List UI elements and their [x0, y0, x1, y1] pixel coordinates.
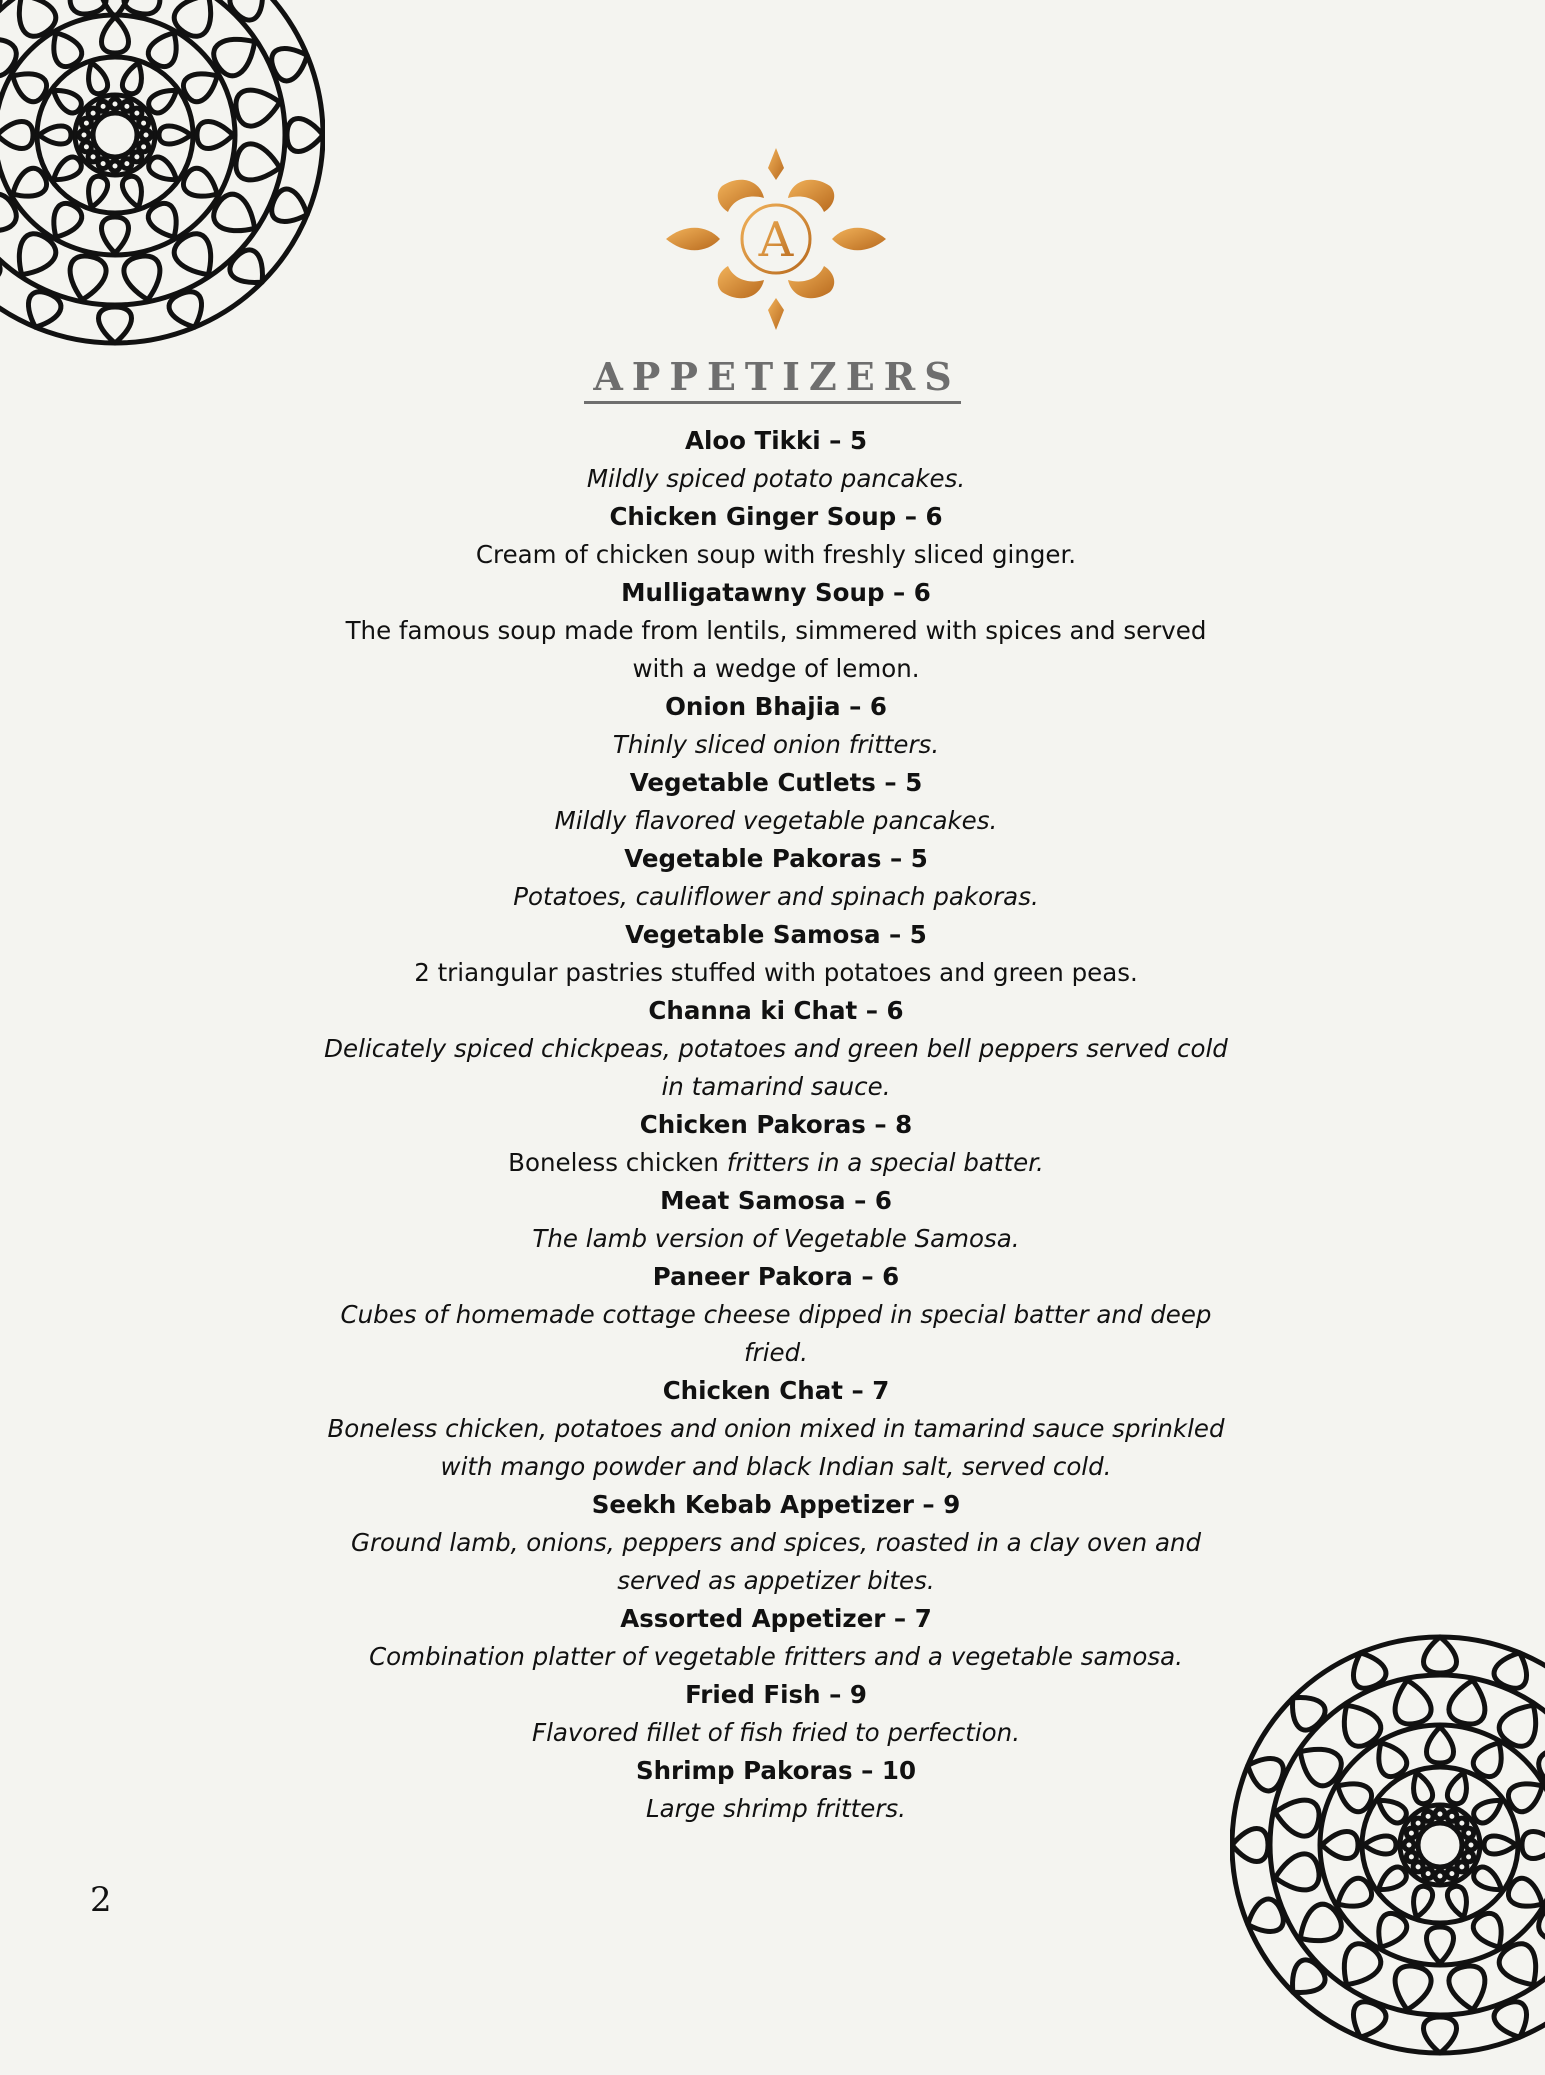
mandala-petal	[1424, 1637, 1457, 1673]
mandala-petal	[1322, 1832, 1358, 1859]
mandala-petal	[1390, 1677, 1434, 1727]
mandala-ornament-bottom-right	[1230, 1615, 1545, 2075]
menu-item-description: Thinly sliced onion fritters.	[612, 730, 940, 759]
mandala-petal	[1272, 1852, 1322, 1896]
menu-item-description: Delicately spiced chickpeas, potatoes and green bell peppers served cold in tamarind sauce.	[324, 1034, 1228, 1101]
menu-item-name: Fried Fish – 9	[685, 1680, 867, 1709]
menu-item-description-plain: Boneless chicken	[508, 1148, 727, 1177]
mandala-petal	[1281, 1955, 1330, 2004]
menu-item-description: Mildly spiced potato pancakes.	[586, 464, 966, 493]
mandala-petal	[1232, 1829, 1268, 1862]
mandala-petal	[1427, 1727, 1454, 1763]
mandala-dot	[1406, 1852, 1416, 1862]
mandala-dot	[110, 161, 120, 171]
mandala-dot	[1464, 1828, 1474, 1838]
section-heading-text: APPETIZERS	[584, 354, 960, 404]
mandala-petal	[1373, 1793, 1409, 1826]
menu-item	[320, 1258, 1232, 1372]
mandala-petal	[1424, 2017, 1457, 2053]
mandala-petal	[1445, 1884, 1472, 1920]
menu-item-description: Potatoes, cauliflower and spinach pakoras.	[513, 882, 1039, 911]
mandala-petal	[1484, 1836, 1516, 1854]
mandala-petal	[1408, 1884, 1435, 1920]
menu-item-name: Seekh Kebab Appetizer – 9	[591, 1490, 961, 1519]
menu-item-description: Large shrimp fritters.	[646, 1794, 906, 1823]
menu-item-description	[320, 1144, 1232, 1182]
menu-item-name: Chicken Ginger Soup – 6	[609, 502, 943, 531]
menu-item-description: Boneless chicken, potatoes and onion mixed in tamarind sauce sprinkled with mango powder and black Indian salt, served cold.	[327, 1414, 1225, 1481]
menu-item-name: Aloo Tikki – 5	[684, 426, 867, 455]
mandala-ornament-top-left	[0, 0, 325, 365]
menu-item-name: Vegetable Cutlets – 5	[629, 768, 923, 797]
mandala-petal	[1470, 1864, 1506, 1897]
mandala-petal	[0, 245, 5, 294]
menu-item-description-italic: fritters in a special batter.	[726, 1148, 1044, 1177]
mandala-petal	[1470, 1793, 1506, 1826]
mandala-petal	[1364, 1836, 1396, 1854]
page-number: 2	[90, 1880, 112, 1920]
mandala-petal	[1272, 1795, 1322, 1839]
menu-item-description: 2 triangular pastries stuffed with potatoes and green peas.	[414, 958, 1138, 987]
mandala-petal	[83, 60, 110, 96]
mandala-petal	[48, 83, 84, 116]
section-heading	[0, 354, 1545, 399]
mandala-petal	[1408, 1770, 1435, 1806]
menu-item	[320, 764, 1232, 840]
mandala-petal	[233, 142, 283, 186]
mandala-petal	[1445, 1770, 1472, 1806]
mandala-petal	[48, 154, 84, 187]
mandala-petal	[145, 83, 181, 116]
mandala-petal	[1522, 1832, 1545, 1859]
menu-item	[320, 498, 1232, 574]
menu-item-description: Cubes of homemade cottage cheese dipped in special batter and deep fried.	[340, 1300, 1212, 1367]
menu-item-description: The famous soup made from lentils, simmered with spices and served with a wedge of lemon.	[345, 616, 1207, 683]
menu-item	[320, 1486, 1232, 1600]
menu-item-name: Channa ki Chat – 6	[648, 996, 904, 1025]
menu-item	[320, 688, 1232, 764]
logo-letter: A	[758, 212, 794, 268]
menu-item	[320, 1752, 1232, 1828]
menu-item-name: Shrimp Pakoras – 10	[635, 1756, 917, 1785]
mandala-dot	[1435, 1871, 1445, 1881]
mandala-petal	[159, 126, 191, 144]
mandala-dot	[79, 130, 89, 140]
menu-item-name: Mulligatawny Soup – 6	[621, 578, 931, 607]
mandala-dot	[1423, 1811, 1433, 1821]
menu-item-name: Chicken Pakoras – 8	[639, 1110, 913, 1139]
mandala-petal	[1373, 1864, 1409, 1897]
menu-item-name: Chicken Chat – 7	[662, 1376, 890, 1405]
menu-item	[320, 840, 1232, 916]
mandala-petal	[122, 253, 166, 303]
mandala-petal	[102, 17, 129, 53]
mandala-petal	[65, 253, 109, 303]
menu-item	[320, 992, 1232, 1106]
menu-item-name: Vegetable Pakoras – 5	[624, 844, 928, 873]
mandala-petal	[120, 60, 147, 96]
mandala-dot	[141, 130, 151, 140]
mandala-petal	[1447, 1963, 1491, 2013]
mandala-petal	[145, 154, 181, 187]
menu-item	[320, 1372, 1232, 1486]
mandala-dot	[110, 99, 120, 109]
menu-item-name: Vegetable Samosa – 5	[625, 920, 927, 949]
menu-item-name: Paneer Pakora – 6	[652, 1262, 900, 1291]
mandala-petal	[1447, 1677, 1491, 1727]
mandala-petal	[39, 126, 71, 144]
mandala-petal	[1390, 1963, 1434, 2013]
mandala-petal	[0, 122, 33, 149]
menu-item	[320, 1600, 1232, 1676]
menu-item	[320, 1106, 1232, 1182]
menu-item	[320, 1182, 1232, 1258]
monogram-logo	[664, 146, 888, 332]
appetizer-menu-list	[320, 422, 1232, 1828]
mandala-petal	[99, 307, 132, 343]
mandala-petal	[83, 174, 110, 210]
mandala-petal	[233, 85, 283, 129]
menu-item-description: Mildly flavored vegetable pancakes.	[554, 806, 998, 835]
mandala-petal	[1281, 1686, 1330, 1735]
mandala-dot	[81, 142, 91, 152]
mandala-dot	[1404, 1840, 1414, 1850]
menu-item-name: Meat Samosa – 6	[660, 1186, 892, 1215]
menu-item-description: The lamb version of Vegetable Samosa.	[532, 1224, 1020, 1253]
menu-item	[320, 1676, 1232, 1752]
mandala-petal	[197, 122, 233, 149]
mandala-petal	[225, 245, 274, 294]
menu-item-description: Combination platter of vegetable fritters and a vegetable samosa.	[369, 1642, 1183, 1671]
mandala-petal	[102, 217, 129, 253]
menu-item-description: Cream of chicken soup with freshly sliced ginger.	[475, 540, 1077, 569]
menu-item-name: Assorted Appetizer – 7	[620, 1604, 932, 1633]
menu-item	[320, 422, 1232, 498]
menu-item	[320, 916, 1232, 992]
mandala-dot	[1447, 1869, 1457, 1879]
mandala-dot	[122, 159, 132, 169]
mandala-petal	[120, 174, 147, 210]
menu-item-name: Onion Bhajia – 6	[665, 692, 887, 721]
mandala-dot	[1466, 1840, 1476, 1850]
mandala-dot	[98, 101, 108, 111]
mandala-petal	[1427, 1927, 1454, 1963]
mandala-dot	[139, 118, 149, 128]
menu-item-description: Ground lamb, onions, peppers and spices, roasted in a clay oven and served as appetizer bites.	[350, 1528, 1202, 1595]
menu-item-description: Flavored fillet of fish fried to perfection.	[532, 1718, 1020, 1747]
mandala-dot	[1435, 1809, 1445, 1819]
menu-item	[320, 574, 1232, 688]
mandala-petal	[287, 119, 323, 152]
